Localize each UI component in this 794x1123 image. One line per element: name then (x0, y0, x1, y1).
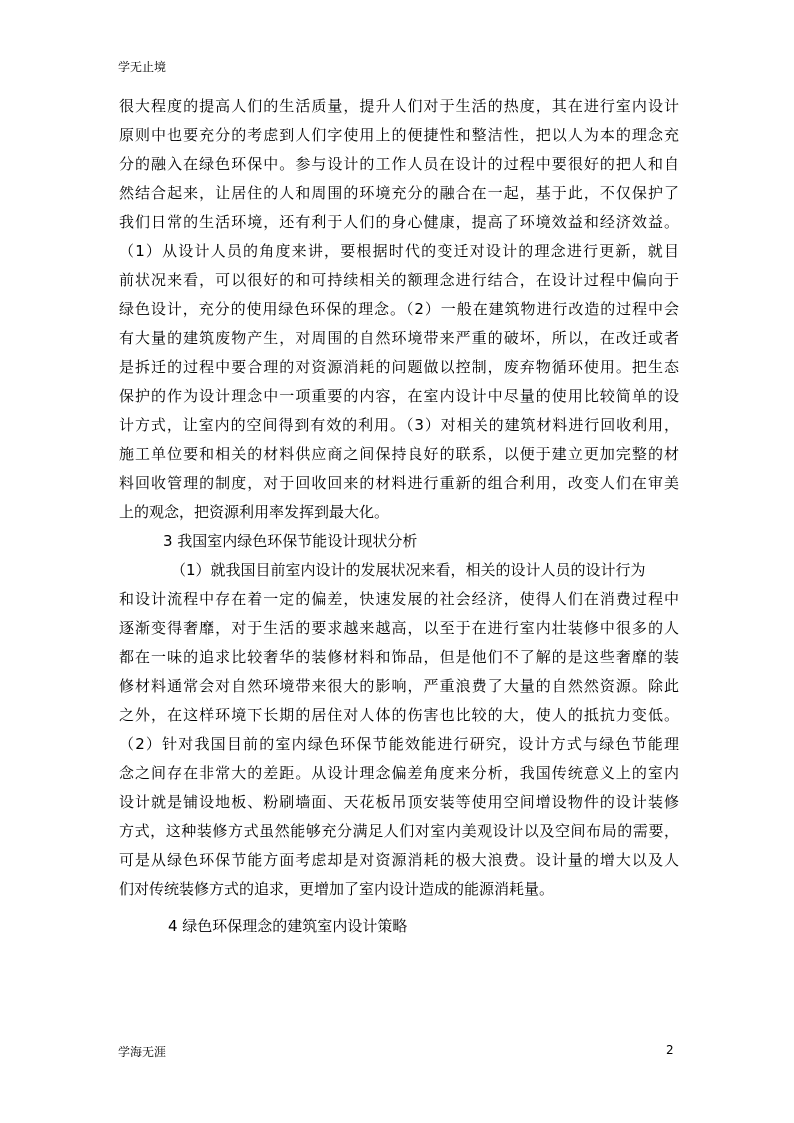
section-heading-4: 4 绿色环保理念的建筑室内设计策略 (168, 917, 408, 935)
text-line: 料回收管理的制度，对于回收回来的材料进行重新的组合利用，改变人们在审美 (119, 474, 679, 492)
text-line: （1）就我国目前室内设计的发展状况来看，相关的设计人员的设计行为 (171, 561, 646, 579)
paragraph-gap (119, 908, 679, 916)
text-line: 设计就是铺设地板、粉刷墙面、天花板吊顶安装等使用空间增设物件的设计装修 (119, 793, 679, 811)
text-line: 保护的作为设计理念中一项重要的内容，在室内设计中尽量的使用比较简单的设 (119, 387, 679, 405)
text-line: 们对传统装修方式的追求，更增加了室内设计造成的能源消耗量。 (119, 880, 555, 898)
text-line: 之外，在这样环境下长期的居住对人体的伤害也比较的大，使人的抵抗力变低。 (119, 706, 679, 724)
text-line: 计方式，让室内的空间得到有效的利用。（3）对相关的建筑材料进行回收利用， (119, 416, 679, 434)
section-heading-3: 3 我国室内绿色环保节能设计现状分析 (163, 532, 418, 550)
text-line: 施工单位要和相关的材料供应商之间保持良好的联系，以便于建立更加完整的材 (119, 445, 679, 463)
text-line: 原则中也要充分的考虑到人们字使用上的便捷性和整洁性，把以人为本的理念充 (119, 126, 679, 144)
page-header: 学无止境 (118, 60, 167, 74)
text-line: 前状况来看，可以很好的和可持续相关的额理念进行结合，在设计过程中偏向于 (119, 271, 679, 289)
text-line: 我们日常的生活环境，还有利于人们的身心健康，提高了环境效益和经济效益。 (119, 213, 679, 231)
text-line: 绿色设计，充分的使用绿色环保的理念。（2）一般在建筑物进行改造的过程中会 (119, 300, 679, 318)
text-line: 方式，这种装修方式虽然能够充分满足人们对室内美观设计以及空间布局的需要， (119, 822, 679, 840)
text-line: 上的观念，把资源利用率发挥到最大化。 (119, 503, 390, 521)
text-line: 分的融入在绿色环保中。参与设计的工作人员在设计的过程中要很好的把人和自 (119, 155, 679, 173)
document-body (119, 96, 679, 945)
text-line: 有大量的建筑废物产生，对周围的自然环境带来严重的破坏，所以，在改迁或者 (119, 329, 679, 347)
page-number: 2 (666, 1043, 674, 1057)
text-line: 是拆迁的过程中要合理的对资源消耗的问题做以控制，废弃物循环使用。把生态 (119, 358, 679, 376)
text-line: 都在一味的追求比较奢华的装修材料和饰品，但是他们不了解的是这些奢靡的装 (119, 648, 679, 666)
text-line: 念之间存在非常大的差距。从设计理念偏差角度来分析，我国传统意义上的室内 (119, 764, 679, 782)
page-footer: 学海无涯 (118, 1045, 167, 1059)
text-line: （1）从设计人员的角度来讲，要根据时代的变迁对设计的理念进行更新，就目 (119, 242, 679, 260)
text-line: 然结合起来，让居住的人和周围的环境充分的融合在一起，基于此，不仅保护了 (119, 184, 679, 202)
text-line: （2）针对我国目前的室内绿色环保节能效能进行研究，设计方式与绿色节能理 (119, 735, 679, 753)
text-line: 很大程度的提高人们的生活质量，提升人们对于生活的热度，其在进行室内设计 (119, 97, 679, 115)
text-line: 可是从绿色环保节能方面考虑却是对资源消耗的极大浪费。设计量的增大以及人 (119, 851, 679, 869)
text-line: 修材料通常会对自然环境带来很大的影响，严重浪费了大量的自然然资源。除此 (119, 677, 679, 695)
text-line: 和设计流程中存在着一定的偏差，快速发展的社会经济，使得人们在消费过程中 (119, 590, 679, 608)
text-line: 逐渐变得奢靡，对于生活的要求越来越高，以至于在进行室内壮装修中很多的人 (119, 619, 679, 637)
